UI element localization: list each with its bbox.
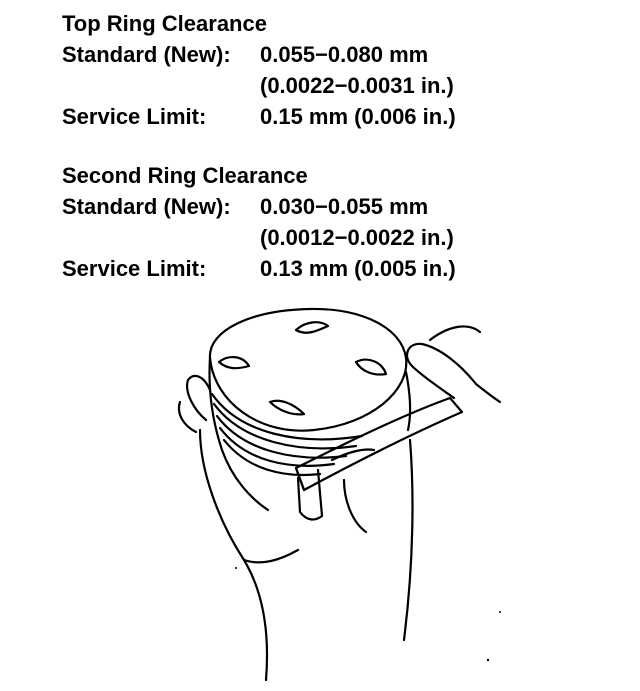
second-ring-service-label: Service Limit: <box>62 256 207 281</box>
second-ring-standard-value-mm: 0.030−0.055 mm <box>260 194 429 219</box>
piston-crown <box>210 309 406 431</box>
right-thumb <box>407 344 476 398</box>
right-finger-tip <box>332 449 374 460</box>
valve-relief-4 <box>270 401 304 415</box>
second-ring-standard-inch-row <box>62 222 582 253</box>
right-wrist <box>404 440 412 640</box>
speck-2 <box>499 611 501 613</box>
left-hand-palm <box>200 430 267 680</box>
speck-3 <box>235 567 237 569</box>
second-ring-clearance-block <box>62 160 582 284</box>
top-ring-service-row <box>62 101 582 132</box>
piston-left-side <box>210 358 269 510</box>
top-ring-standard-inch-row <box>62 70 582 101</box>
right-hand-back <box>476 384 500 402</box>
top-ring-clearance-block <box>62 8 582 132</box>
valve-relief-3 <box>356 360 386 375</box>
top-ring-standard-row <box>62 39 582 70</box>
piston-skirt <box>298 470 322 519</box>
second-ring-standard-row <box>62 191 582 222</box>
top-ring-standard-value-in: (0.0022−0.0031 in.) <box>260 73 454 98</box>
speck-1 <box>487 659 489 661</box>
right-palm-edge <box>344 480 366 532</box>
top-ring-standard-label: Standard (New): <box>62 42 231 67</box>
valve-relief-1 <box>296 322 328 333</box>
top-ring-service-value: 0.15 mm (0.006 in.) <box>260 104 456 129</box>
second-ring-standard-value-in: (0.0012−0.0022 in.) <box>260 225 454 250</box>
left-hand-heel <box>244 550 298 562</box>
piston-feeler-gauge-illustration <box>150 300 550 686</box>
right-hand-upper <box>430 326 480 340</box>
second-ring-service-row <box>62 253 582 284</box>
second-ring-clearance-title: Second Ring Clearance <box>62 163 308 188</box>
top-ring-standard-value-mm: 0.055−0.080 mm <box>260 42 429 67</box>
left-finger-1 <box>187 376 210 420</box>
ring-clearance-specs <box>62 8 582 312</box>
second-ring-standard-label: Standard (New): <box>62 194 231 219</box>
top-ring-clearance-title: Top Ring Clearance <box>62 11 267 36</box>
piston-right-side <box>406 372 410 430</box>
second-ring-service-value: 0.13 mm (0.005 in.) <box>260 256 456 281</box>
valve-relief-2 <box>219 357 249 368</box>
top-ring-service-label: Service Limit: <box>62 104 207 129</box>
feeler-gauge-blade <box>296 398 462 490</box>
